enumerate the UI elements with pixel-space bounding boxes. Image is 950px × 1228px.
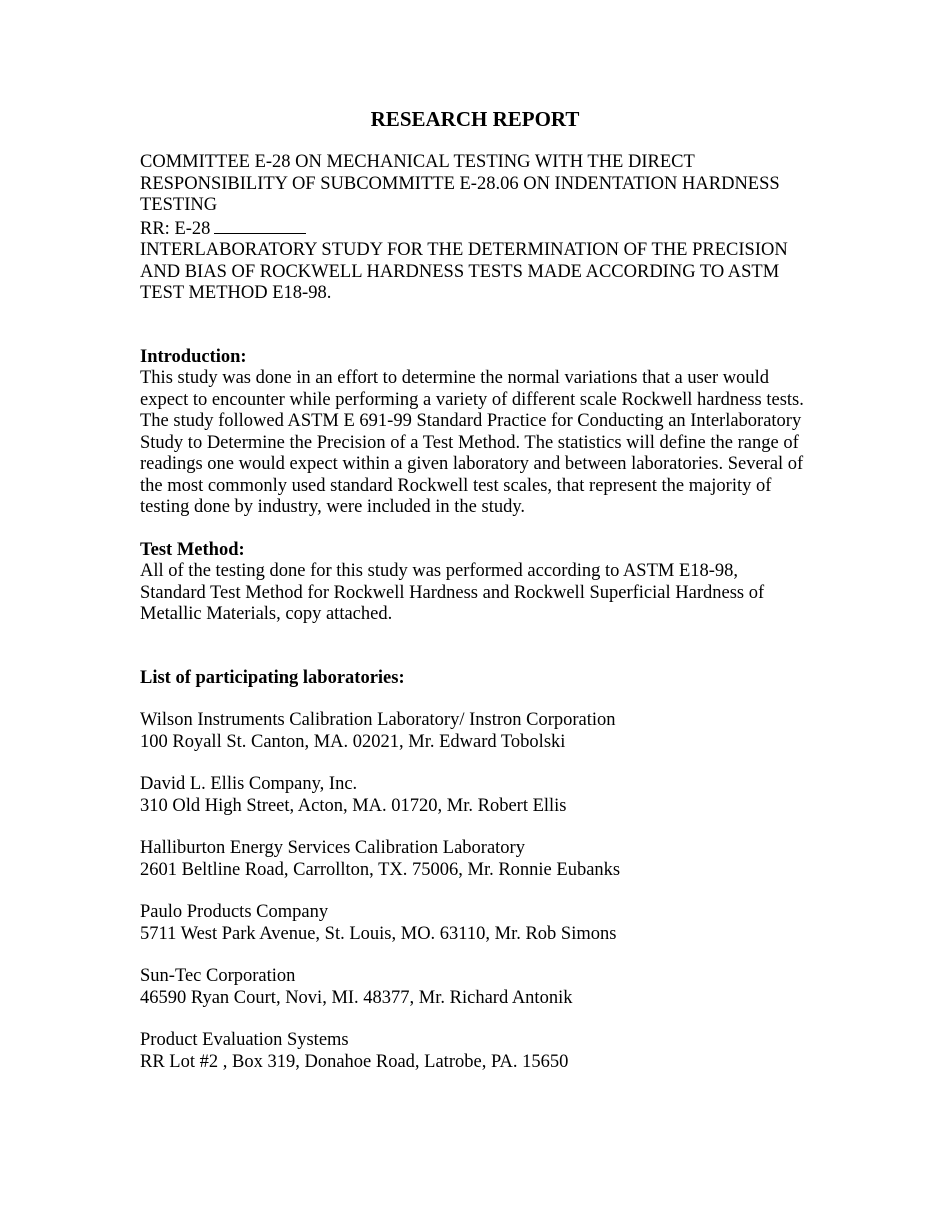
study-title-line: TEST METHOD E18-98. [140,283,332,303]
lab-address: 46590 Ryan Court, Novi, MI. 48377, Mr. Richard Antonik [140,987,573,1008]
paragraph-line: All of the testing done for this study was performed according to ASTM E18-98, [140,561,739,581]
lab-address: RR Lot #2 , Box 319, Donahoe Road, Latrobe, PA. 15650 [140,1051,569,1072]
committee-line: TESTING [140,195,218,215]
labs-heading: List of participating laboratories: [140,667,405,688]
lab-name: David L. Ellis Company, Inc. [140,774,358,794]
lab-address: 2601 Beltline Road, Carrollton, TX. 75006, Mr. Ronnie Eubanks [140,859,621,880]
lab-address: 5711 West Park Avenue, St. Louis, MO. 63110, Mr. Rob Simons [140,923,617,944]
paragraph-line: readings one would expect within a given laboratory and between laboratories. Several of [140,454,804,474]
rr-label: RR: E-28 [140,218,211,239]
committee-block [140,152,820,305]
introduction-heading: Introduction: [140,346,247,367]
lab-entry [140,902,820,945]
paragraph-line: The study followed ASTM E 691-99 Standard Practice for Conducting an Interlaboratory [140,411,802,431]
test-method-heading: Test Method: [140,539,245,560]
rr-number-blank [214,217,306,234]
lab-name: Paulo Products Company [140,902,329,922]
paragraph-line: Standard Test Method for Rockwell Hardness and Rockwell Superficial Hardness of [140,582,765,603]
paragraph-line: This study was done in an effort to determine the normal variations that a user would [140,368,770,388]
labs-section [140,668,820,1074]
lab-address: 100 Royall St. Canton, MA. 02021, Mr. Edward Tobolski [140,731,566,752]
lab-address: 310 Old High Street, Acton, MA. 01720, Mr. Robert Ellis [140,795,567,816]
page-title: RESEARCH REPORT [370,107,580,131]
lab-name: Halliburton Energy Services Calibration Laboratory [140,838,525,858]
lab-name: Product Evaluation Systems [140,1030,349,1050]
committee-line: COMMITTEE E-28 ON MECHANICAL TESTING WITH THE DIRECT [140,152,695,172]
lab-entry [140,838,820,881]
paragraph-line: expect to encounter while performing a variety of different scale Rockwell hardness tests. [140,389,804,410]
paragraph-line: the most commonly used standard Rockwell test scales, that represent the majority of [140,475,772,496]
test-method-section [140,540,820,626]
paragraph-line: Study to Determine the Precision of a Test Method. The statistics will define the range of [140,432,799,453]
committee-line: RESPONSIBILITY OF SUBCOMMITTE E-28.06 ON INDENTATION HARDNESS [140,173,780,194]
lab-entry [140,1030,820,1073]
lab-name: Sun-Tec Corporation [140,966,296,986]
paragraph-line: Metallic Materials, copy attached. [140,604,393,624]
paragraph-line: testing done by industry, were included in the study. [140,497,526,517]
lab-entry [140,774,820,817]
rr-number-line [140,217,820,241]
lab-name: Wilson Instruments Calibration Laboratory/ Instron Corporation [140,710,616,730]
document-body [140,152,820,1094]
study-title-line: AND BIAS OF ROCKWELL HARDNESS TESTS MADE ACCORDING TO ASTM [140,261,780,282]
lab-entry [140,710,820,753]
study-title-line: INTERLABORATORY STUDY FOR THE DETERMINATION OF THE PRECISION [140,240,788,260]
lab-entry [140,966,820,1009]
introduction-section [140,347,820,519]
